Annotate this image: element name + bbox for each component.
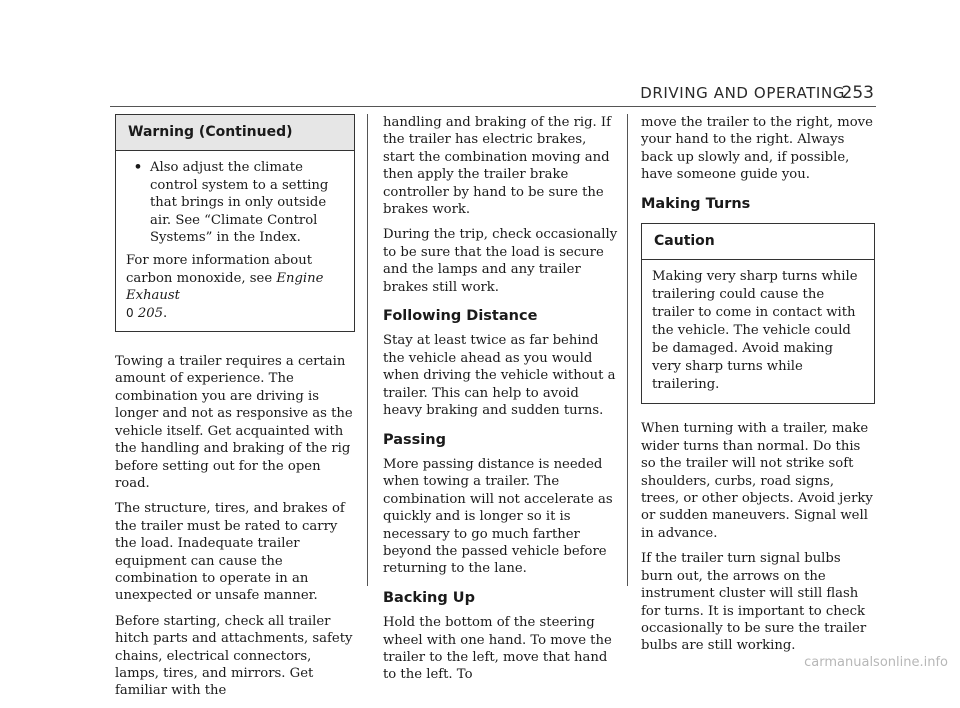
warning-title: Warning (Continued) xyxy=(116,115,354,151)
following-distance-text: Stay at least twice as far behind the vehicle ahead as you would when driving the vehicle without a trailer. This can help to avoid heavy braking and sudden turns. xyxy=(383,333,616,419)
bullet-marker: • xyxy=(133,160,143,176)
backing-up-text: Hold the bottom of the steering wheel with one hand. To move the trailer to the left, move that hand to the left. To xyxy=(383,615,612,683)
caution-text: Making very sharp turns while trailering could cause the trailer to come in contact with the vehicle. The vehicle could be damaged. Avoid making very sharp turns while trailering. xyxy=(652,269,858,393)
page-ref-number[interactable]: 205 xyxy=(137,305,164,321)
col1-paragraph-2: The structure, tires, and brakes of the trailer must be rated to carry the load. Inadequate trailer equipment can cause the combination to operate in an unexpected or unsafe manner. xyxy=(115,501,345,604)
column-3 xyxy=(641,114,875,663)
col3-paragraph-3: If the trailer turn signal bulbs burn out, the arrows on the instrument cluster will still flash for turns. It is important to check occasionally to be sure the trailer bulbs are still working. xyxy=(641,551,867,654)
col2-paragraph-1: handling and braking of the rig. If the trailer has electric brakes, start the combination moving and then apply the trailer brake controller by hand to be sure the brakes work. xyxy=(383,115,612,218)
section-title: DRIVING AND OPERATING xyxy=(640,84,845,102)
caution-box xyxy=(641,223,875,404)
header-rule xyxy=(110,106,876,107)
warning-bullet xyxy=(126,159,344,246)
col3-paragraph-2: When turning with a trailer, make wider turns than normal. Do this so the trailer will not strike soft shoulders, curbs, road signs, trees, or other objects. Avoid jerky or sudden maneuvers. Signal well in advance. xyxy=(641,421,873,541)
col1-paragraph-3: Before starting, check all trailer hitch parts and attachments, safety chains, electrical connectors, lamps, tires, and mirrors. Get familiar with the xyxy=(115,613,353,699)
warning-paragraph xyxy=(126,252,344,322)
column-divider-1 xyxy=(367,114,368,586)
warning-bullet-text: Also adjust the climate control system to a setting that brings in only outside air. See “Climate Control Systems” in the Index. xyxy=(150,160,329,246)
heading-backing-up: Backing Up xyxy=(383,589,475,606)
caution-title: Caution xyxy=(642,224,874,260)
heading-making-turns: Making Turns xyxy=(641,195,751,212)
heading-following-distance: Following Distance xyxy=(383,308,538,325)
watermark: carmanualsonline.info xyxy=(804,655,948,670)
page-number: 253 xyxy=(841,83,874,103)
col2-paragraph-2: During the trip, check occasionally to be sure that the load is secure and the lamps and any trailer brakes still work. xyxy=(383,227,618,295)
warning-box xyxy=(115,114,355,332)
column-divider-2 xyxy=(627,114,628,586)
warning-para-suffix: . xyxy=(163,305,168,321)
column-1 xyxy=(115,114,355,708)
column-2 xyxy=(383,114,619,692)
heading-passing: Passing xyxy=(383,431,446,448)
engine-exhaust-link[interactable]: Engine Exhaust xyxy=(126,270,324,304)
col3-paragraph-1: move the trailer to the right, move your hand to the right. Always back up slowly and, if possible, have someone guide you. xyxy=(641,115,873,183)
passing-text: More passing distance is needed when towing a trailer. The combination will not accelerate as quickly and is longer so it is necessary to go much farther beyond the passed vehicle before returning to the lane. xyxy=(383,456,613,577)
col1-paragraph-1: Towing a trailer requires a certain amount of experience. The combination you are driving is longer and not as responsive as the vehicle itself. Get acquainted with the handling and braking of the rig before setting out for the open road. xyxy=(115,354,353,491)
page-ref-icon: 0 xyxy=(126,305,134,320)
warning-para-prefix: For more information about carbon monoxide, see xyxy=(126,253,312,286)
warning-body xyxy=(116,151,354,331)
